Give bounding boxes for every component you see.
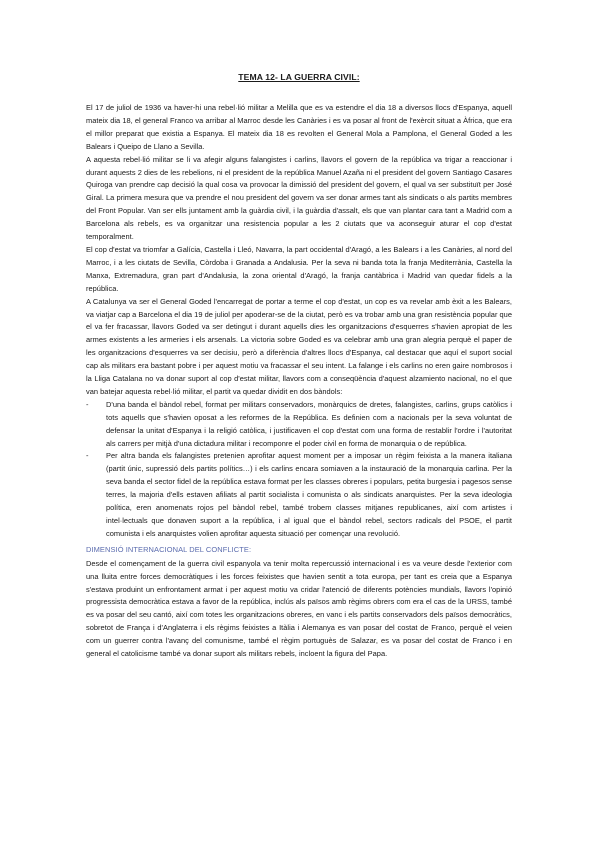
intro-paragraph-4: A Catalunya va ser el General Goded l'encarregat de portar a terme el cop d'estat, un cop es va revelar amb èxit a les Balears, va viatjar cap a Barcelona el dia 19 de juliol per apoderar-se de la ciutat, però es va trobar amb una gran resistència popular que el va fer fracassar, llavors Goded va ser detingut i durant aquells dies les organitzacions d'esquerres s'havien apropiat de les armes existents a les armeries i els arsenals. La victoria sobre Goded es va celebrar amb una gran alegria perquè el paper de les organitzacions d'esquerres va ser decisiu, però a diferència d'altres llocs d'Espanya, cal destacar que aquí el suport social cap als militars era bastant pobre i per aquest motiu va fracassar el seu intent. La falange i els carlins no eren gaire nombrosos i la Lliga Catalana no va donar suport al cop d'estat militar, llavors com a conseqüència d'aquest alzamiento nacional, no el que van batejar aquesta rebel·lió militar, el partit va quedar dividit en dos bàndols: — [86, 296, 512, 396]
bullet-text-rebel-side: D'una banda el bàndol rebel, format per militars conservadors, monàrquics de dretes, falangistes, carlins, grups catòlics i tots aquells que s'havien oposat a les reformes de la República. Es definien com a nacionals per la seva voluntat de defensar la unitat d'Espanya i la religió catòlica, i justificaven el cop d'estat com una forma de restablir l'ordre i l'autoritat als carrers per mitjà d'una dictadura militar i recomponre el poder civil en forma de monarquia o de república. — [106, 399, 512, 448]
bullet-list — [86, 399, 512, 541]
document-title: TEMA 12- LA GUERRA CIVIL: — [238, 72, 360, 82]
international-paragraph: Desde el començament de la guerra civil espanyola va tenir molta repercussió internacional i es va veure desde l'exterior com una lluita entre forces democràtiques i les forces feixistes que havien sentit a tota europa, per tant es creia que a Espanya s'estava produint un enfrontament armat i per aquest motiu va cridar l'atenció de diferents potències mundials, llavors l'opinió progressista democràtica estava a favor de la república, inclús als països amb règims obrers com era el cas de la URSS, també es va posar del seu cantó, així com totes les organitzacions obreres, en vanc i els partits conservadors dels països democràtics, sobretot de França i d'Anglaterra i els règims feixistes a Itàlia i Alemanya es van posar del costat de Franco, perquè el veien com un guerrer contra l'avanç del comunisme, també el règim portuguès de Salazar, es va posar del costat de Franco i en general el catolicisme també va donar suport als militars rebels, incloent la figura del Papa. — [86, 558, 512, 659]
intro-paragraph-2: A aquesta rebel·lió militar se li va afegir alguns falangistes i carlins, llavors el govern de la república va trigar a reaccionar i durant aquests 2 dies de les rebelions, ni el president de la república Manuel Azaña ni el president del govern Santiago Casares Quiroga van prendre cap decisió la qual cosa va provocar la dimissió del president del govern, el qual va ser substituït per José Giral. La primera mesura que va prendre el nou president del govern va ser donar armes tant als sindicats o als partits membres del Front Popular. Van ser ells juntament amb la guàrdia civil, i la guàrdia d'assalt, els que van plantar cara tant a Madrid com a Barcelona als rebels, es va organitzar una resistencia popular a les 2 ciutats que va aconseguir aturar el cop d'estat temporalment. — [86, 154, 512, 242]
bullet-text-other-side: Per altra banda els falangistes pretenien aprofitar aquest moment per a imposar un règim feixista a la manera italiana (partit únic, supressió dels partits polítics…) i els carlins encara somiaven a la instauració de la monarquia carlina. Per la seva banda el sector fidel de la república estava format per les classes obreres i populars, petita burgesia i pagesos sense terres, la majoria d'ells estaven afiliats al partit socialista i comunista o als sindicats anarquistes. Per la seva ideologia política, eren anomenats rojos pel bàndol rebel, també trobem classes mitjanes republicanes, així com artistes i intel·lectuals que donaven suport a la república, i al igual que el bàndol rebel, sectors radicals del PSOE, el partit comunista i els anarquistes volien aprofitar aquesta situació per començar una revolució. — [106, 451, 512, 538]
bullet-marker: - — [86, 399, 89, 409]
bullet-marker: - — [86, 451, 89, 461]
section-heading-international: DIMENSIÓ INTERNACIONAL DEL CONFLICTE: — [86, 544, 252, 554]
intro-paragraph-1: El 17 de juliol de 1936 va haver-hi una rebel·lió militar a Melilla que es va estendre el dia 18 a diversos llocs d'Espanya, aquell mateix dia 18, el general Franco va arribar al Marroc desde les Canàries i es va posar al front de l'exèrcit situat a Àfrica, que era el millor preparat que existia a Espanya. El mateix dia 18 es revolten el General Mola a Pamplona, el General Goded a les Balears i Queipo de Llano a Sevilla. — [86, 103, 512, 151]
list-item — [86, 399, 512, 451]
intro-paragraph-3: El cop d'estat va triomfar a Galícia, Castella i Lleó, Navarra, la part occidental d'Aragó, a les Balears i a les Canàries, al nord del Marroc, i a les ciutats de Sevilla, Còrdoba i Granada a Andalusia. Per la seva ni banda tota la franja Mediterrània, Castella la Manxa, Extremadura, gran part d'Andalusia, la zona oriental d'Aragó, la franja cantàbrica i Madrid van quedar fidels a la república. — [86, 244, 512, 293]
list-item — [86, 450, 512, 540]
